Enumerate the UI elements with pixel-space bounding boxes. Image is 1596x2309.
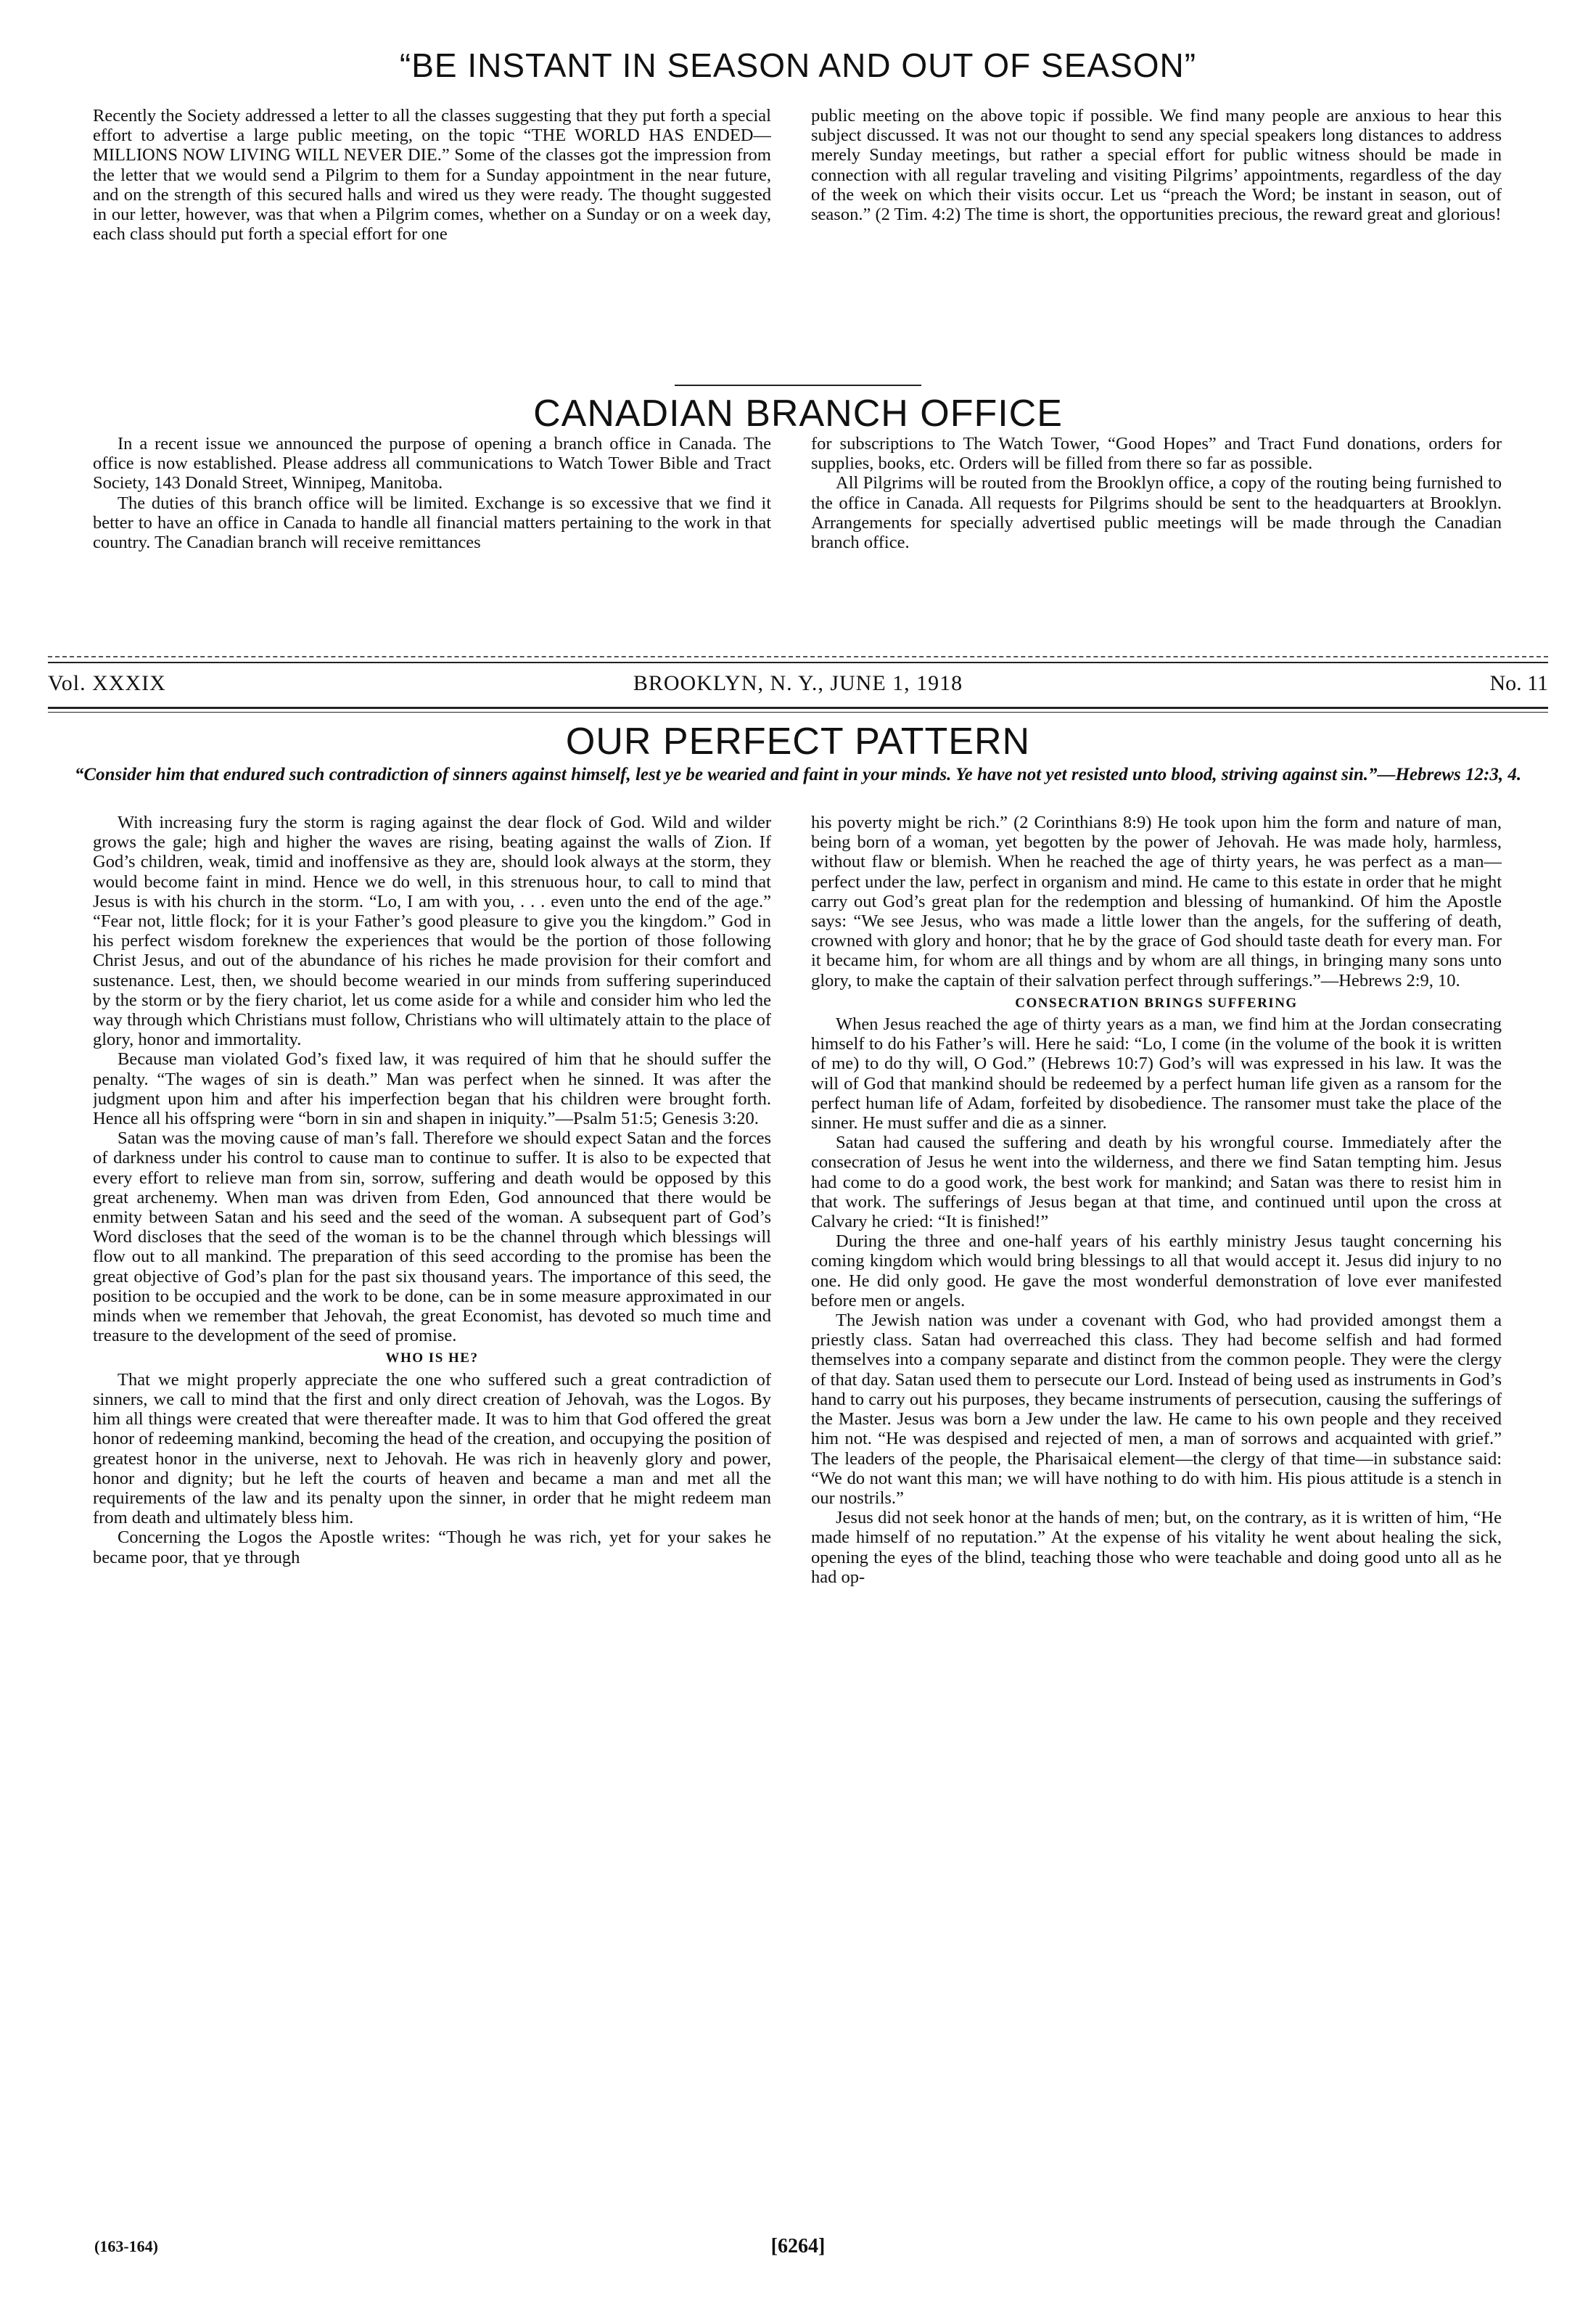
canadian-right-p1: for subscriptions to The Watch Tower, “Good Hopes” and Tract Fund donations, orders for supplies, books, etc. Orders will be filled from there so far as possible.: [811, 434, 1502, 474]
article-right-p1: his poverty might be rich.” (2 Corinthians 8:9) He took upon him the form and nature of man, being born of a woman, yet begotten by the power of Jehovah. He was made holy, harmless, without flaw or blemish. When he reached the age of thirty years, he was perfect as a man—perfect under the law, perfect in organism and mind. He came to this estate in order that he might carry out God’s great plan for the redemption and blessing of humankind. Of him the Apostle says: “We see Jesus, who was made a little lower than the angels, for the suffering of death, crowned with glory and honor; that he by the grace of God should taste death for every man. For it became him, for whom are all things and by whom are all things, in bringing many sons unto glory, to make the captain of their salvation perfect through sufferings.”—Hebrews 2:9, 10.: [811, 813, 1502, 991]
instant-left-text: Recently the Society addressed a letter to all the classes suggesting that they put forth a special effort to advertise a large public meeting, on the topic “THE WORLD HAS ENDED—MILLIONS NOW LIVING WILL NEVER DIE.” Some of the classes got the impression from the letter that we would send a Pilgrim to them for a Sunday appointment in the near future, and on the strength of this secured halls and wired us they were ready. The thought suggested in our letter, however, was that when a Pilgrim comes, whether on a Sunday or on a week day, each class should put forth a special effort for one: [93, 106, 771, 245]
volume-label: Vol. XXXIX: [48, 671, 166, 695]
subheading-who-is-he: WHO IS HE?: [385, 1350, 479, 1366]
article-left-p5: Concerning the Logos the Apostle writes: “Though he was rich, yet for your sakes he became poor, that ye through: [93, 1527, 771, 1567]
article-scripture: “Consider him that endured such contradiction of sinners against himself, lest ye be wearied and faint in your minds. Ye have not yet resisted unto blood, striving against sin.”—Hebrews 12:3, 4.: [74, 765, 1522, 784]
section-title-canadian: CANADIAN BRANCH OFFICE: [533, 393, 1063, 435]
issue-number: No. 11: [1489, 671, 1548, 695]
canadian-left-p2: The duties of this branch office will be limited. Exchange is so excessive that we find it better to have an office in Canada to handle all financial matters pertaining to the work in that country. The Canadian branch will receive remittances: [93, 493, 771, 553]
article-left-p2: Because man violated God’s fixed law, it was required of him that he should suffer the penalty. “The wages of sin is death.” Man was perfect when he sinned. It was after the judgment upon him and after his imperfection began that his children were brought forth. Hence all his offspring were “born in sin and shapen in iniquity.”—Psalm 51:5; Genesis 3:20.: [93, 1049, 771, 1129]
short-divider: [675, 385, 921, 386]
article-left-p1: With increasing fury the storm is raging against the dear flock of God. Wild and wilder grows the gale; high and higher the waves are rising, beating against the walls of Zion. If God’s children, weak, timid and inoffensive as they are, should look always at the storm, they would become faint in mind. Hence we do well, in this strenuous hour, to call to mind that Jesus is with his church in the storm. “Lo, I am with you, . . . even unto the end of the age.” “Fear not, little flock; for it is your Father’s good pleasure to give you the kingdom.” God in his perfect wisdom foreknew the experiences that would be the portion of those following Christ Jesus, and out of the abundance of his riches he made provision for their comfort and sustenance. Lest, then, we should become wearied in our minds from suffering superinduced by the storm or by the fiery chariot, let us come aside for a while and consider him who led the way through which Christians must follow, Christians who will ultimately attain to the place of glory, honor and immortality.: [93, 813, 771, 1050]
canadian-column-right: [811, 434, 1502, 668]
article-title: OUR PERFECT PATTERN: [565, 721, 1031, 763]
article-right-p4: During the three and one-half years of his earthly ministry Jesus taught concerning his coming kingdom which would bring blessings to all that would accept it. Jesus did injury to no one. He did only good. He gave the most wonderful demonstration of love ever manifested before men or angels.: [811, 1231, 1502, 1311]
canadian-right-p2: All Pilgrims will be routed from the Brooklyn office, a copy of the routing being furnished to the office in Canada. All requests for Pilgrims should be sent to the headquarters at Brooklyn. Arrangements for specially advertised public meetings will be made through the Canadian branch office.: [811, 473, 1502, 553]
page-range: (163-164): [94, 2237, 158, 2255]
canadian-column-left: [93, 434, 771, 668]
dashed-rule-top: [48, 656, 1548, 657]
subheading-consecration: CONSECRATION BRINGS SUFFERING: [1015, 995, 1298, 1011]
page-number: [6264]: [770, 2235, 826, 2257]
article-left-p4: That we might properly appreciate the one who suffered such a great contradiction of sinners, we call to mind that the first and only direct creation of Jehovah, was the Logos. By him all things were created that were thereafter made. It was to him that God offered the great honor of redeeming mankind, becoming the head of the creation, and occupying the position of greatest honor in the universe, next to Jehovah. He was rich in heavenly glory and power, honor and dignity; but he left the courts of heaven and became a man and met all the requirements of the law and its penalty upon the sinner, in order that he might redeem man from death and ultimately bless him.: [93, 1369, 771, 1528]
article-column-left: [93, 813, 771, 2191]
canadian-left-p1: In a recent issue we announced the purpose of opening a branch office in Canada. The office is now established. Please address all communications to Watch Tower Bible and Tract Society, 143 Donald Street, Winnipeg, Manitoba.: [93, 434, 771, 493]
rule-above-dateline: [48, 662, 1548, 663]
instant-column-right: [811, 106, 1502, 364]
place-date: BROOKLYN, N. Y., JUNE 1, 1918: [633, 671, 963, 695]
rule-below-dateline: [48, 707, 1548, 709]
article-column-right: [811, 813, 1502, 2224]
article-right-p2: When Jesus reached the age of thirty years as a man, we find him at the Jordan consecrating himself to do his Father’s will. Here he said: “Lo, I come (in the volume of the book it is written of me) to do thy will, O God.” (Hebrews 10:7) God’s will was expressed in his law. It was the will of God that mankind should be redeemed by a perfect human life given as a ransom for the perfect human life of Adam, forfeited by disobedience. The ransomer must take the place of the sinner. He must suffer and die as a sinner.: [811, 1014, 1502, 1133]
instant-column-left: [93, 106, 771, 364]
article-left-p3: Satan was the moving cause of man’s fall. Therefore we should expect Satan and the forces of darkness under his control to cause man to continue to suffer. It is also to be expected that every effort to relieve man from sin, sorrow, suffering and death would be opposed by this great archenemy. When man was driven from Eden, God announced that there would be enmity between Satan and his seed and the seed of the woman. A subsequent part of God’s Word discloses that the seed of the woman is to be the channel through which blessings will flow out to all mankind. The preparation of this seed according to the promise has been the great objective of God’s plan for the past six thousand years. The importance of this seed, the position to be occupied and the work to be done, can be in some measure approximated in our minds when we remember that Jehovah, the great Economist, has devoted so much time and treasure to the development of the seed of promise.: [93, 1128, 771, 1346]
rule-below-dateline-thin: [48, 712, 1548, 713]
section-title-instant: “BE INSTANT IN SEASON AND OUT OF SEASON”: [399, 46, 1197, 84]
article-right-p5: The Jewish nation was under a covenant with God, who had provided amongst them a priestly class. Satan had overreached this class. They had become selfish and had formed themselves into a company separate and distinct from the common people. They were the clergy of that day. Satan used them to persecute our Lord. Instead of being used as instruments in God’s hand to carry out his purposes, they became instruments of persecution, causing the sufferings of the Master. Jesus was born a Jew under the law. He came to his own people and they received him not. “He was despised and rejected of men, a man of sorrows and acquainted with grief.” The leaders of the people, the Pharisaical element—the clergy of that time—in substance said: “We do not want this man; we will have nothing to do with him. His pious attitude is a stench in our nostrils.”: [811, 1311, 1502, 1508]
article-right-p3: Satan had caused the suffering and death by his wrongful course. Immediately after the consecration of Jesus he went into the wilderness, and there we find Satan tempting him. Jesus had come to do a good work, the best work for mankind; and Satan was there to resist him in that work. The sufferings of Jesus began at that time, and continued until upon the cross at Calvary he cried: “It is finished!”: [811, 1133, 1502, 1232]
article-right-p6: Jesus did not seek honor at the hands of men; but, on the contrary, as it is written of him, “He made himself of no reputation.” At the expense of his vitality he went about healing the sick, opening the eyes of the blind, teaching those who were teachable and doing good unto all as he had op-: [811, 1508, 1502, 1587]
instant-right-text: public meeting on the above topic if possible. We find many people are anxious to hear this subject discussed. It was not our thought to send any special speakers long distances to address merely Sunday meetings, but rather a special effort for public witness should be made in connection with all regular traveling and visiting Pilgrims’ appointments, regardless of the day of the week on which their visits occur. Let us “preach the Word; be instant in season, out of season.” (2 Tim. 4:2) The time is short, the opportunities precious, the reward great and glorious!: [811, 106, 1502, 225]
